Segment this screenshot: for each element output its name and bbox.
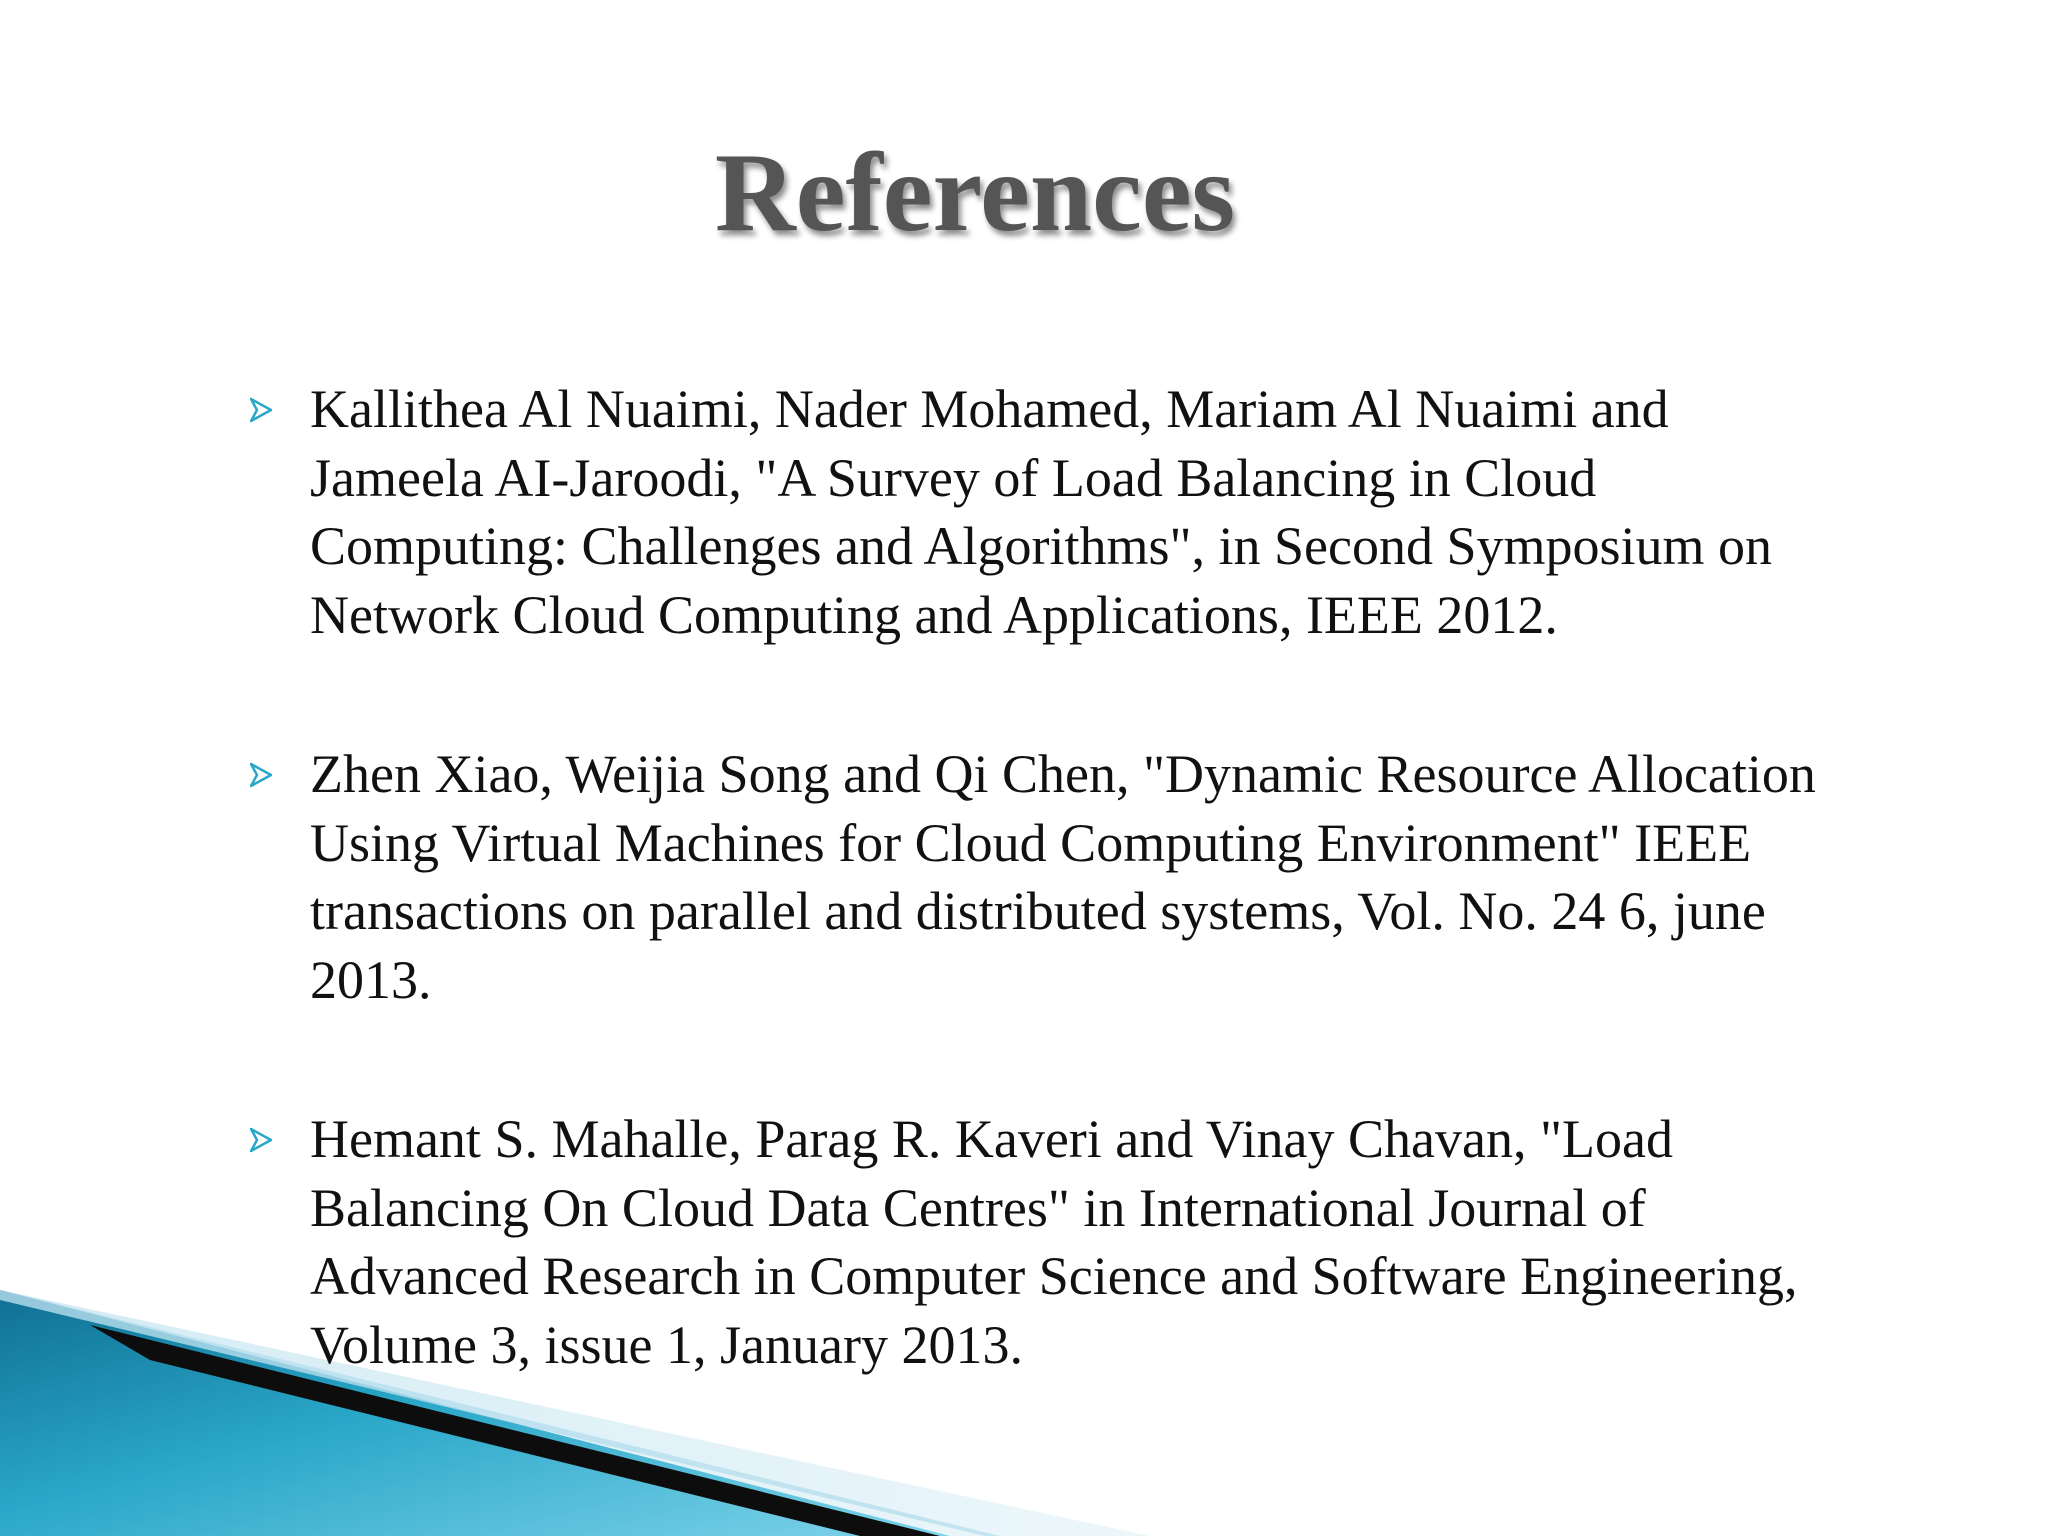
- reference-item: [250, 375, 1950, 649]
- arrowhead-bullet-icon: [250, 1127, 272, 1153]
- slide-title: References: [714, 131, 1236, 255]
- reference-item: [250, 1105, 1950, 1379]
- reference-text: Zhen Xiao, Weijia Song and Qi Chen, "Dynamic Resource Allocation Using Virtual Machines for Cloud Computing Environment" IEEE transactions on parallel and distributed systems, Vol. No. 24 6, june 2013.: [310, 744, 1816, 1010]
- reference-list: [250, 375, 1950, 1379]
- reference-text: Kallithea Al Nuaimi, Nader Mohamed, Mariam Al Nuaimi and Jameela AI-Jaroodi, "A Survey of Load Balancing in Cloud Computing: Challenges and Algorithms", in Second Symposium on Network Cloud Computing and Applications, IEEE 2012.: [310, 379, 1773, 645]
- arrowhead-bullet-icon: [250, 762, 272, 788]
- reference-text: Hemant S. Mahalle, Parag R. Kaveri and Vinay Chavan, "Load Balancing On Cloud Data Centres" in International Journal of Advanced Research in Computer Science and Software Engineering, Volume 3, issue 1, January 2013.: [310, 1109, 1798, 1375]
- arrowhead-bullet-icon: [250, 397, 272, 423]
- reference-item: [250, 740, 1950, 1014]
